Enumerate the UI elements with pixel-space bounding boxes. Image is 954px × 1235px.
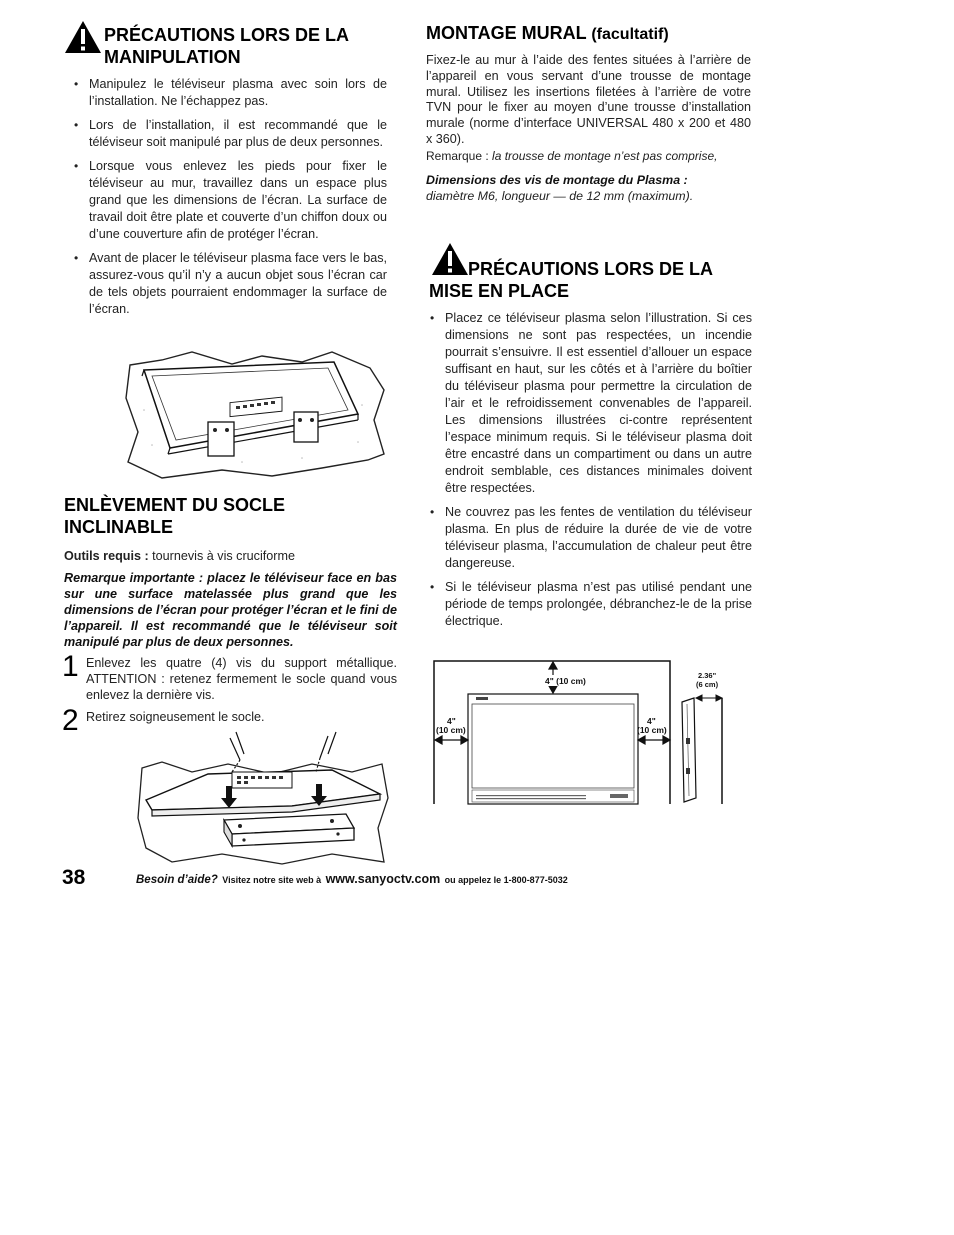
tv-face-down-illustration bbox=[122, 350, 390, 484]
left-clearance-cm: (10 cm) bbox=[436, 725, 466, 735]
footer-help bbox=[136, 870, 568, 888]
right-clearance-cm: (10 cm) bbox=[637, 725, 667, 735]
stand-removal-illustration bbox=[132, 728, 394, 868]
right-clearance-inches: 4" bbox=[647, 716, 656, 726]
left-clearance-inches: 4" bbox=[447, 716, 456, 726]
stand-removal-heading: ENLÈVEMENT DU SOCLE INCLINABLE bbox=[64, 495, 286, 537]
placement-bullets bbox=[420, 310, 752, 637]
step-2-number: 2 bbox=[62, 704, 79, 737]
warning-icon bbox=[64, 20, 102, 54]
top-clearance-label: 4" (10 cm) bbox=[545, 676, 586, 686]
handling-heading: PRÉCAUTIONS LORS DE LA MANIPULATION bbox=[104, 25, 350, 67]
handling-bullet-4: • Avant de placer le téléviseur plasma face vers le bas, assurez-vous qu’il n’y a aucun objet sous l’écran car de tels objets pourraient endommager la surface de l’écran. bbox=[64, 250, 387, 318]
handling-bullets bbox=[64, 76, 387, 325]
depth-clearance-inches: 2.36" bbox=[698, 671, 717, 680]
tools-label: Outils requis : bbox=[64, 549, 149, 563]
screw-dimensions: Dimensions des vis de montage du Plasma : diamètre M6, longueur — de 12 mm (maximum). bbox=[426, 173, 694, 203]
wall-mount-body: Fixez-le au mur à l’aide des fentes situées à l’arrière de l’appareil en vous servant d’une trousse de montage mural. Utilisez les insertions filetées à l’arrière de votre TVN pour le fixer au moyen d’une trousse d’installation murale (norme d’interface UNIVERSAL 480 x 200 et 480 x 360). bbox=[426, 53, 751, 146]
footer-visit: Visitez notre site web à bbox=[222, 875, 322, 885]
page-number: 38 bbox=[62, 866, 86, 889]
footer-website-link[interactable]: www.sanyoctv.com bbox=[325, 872, 441, 886]
footer-phone: ou appelez le 1-800-877-5032 bbox=[444, 875, 568, 885]
handling-bullet-3: • Lorsque vous enlevez les pieds pour fixer le téléviseur au mur, travaillez dans un espace plus grand que les dimensions de l’écran. La surface de travail doit être plate et couverte d’un chiffon doux ou d’une couverture afin de protéger l’écran. bbox=[64, 158, 387, 243]
step-2-text: Retirez soigneusement le socle. bbox=[86, 710, 265, 724]
tools-value: tournevis à vis cruciforme bbox=[148, 549, 295, 563]
depth-clearance-cm: (6 cm) bbox=[696, 680, 719, 689]
step-1-text: Enlevez les quatre (4) vis du support métallique. ATTENTION : retenez fermement le socle quand vous enlevez la dernière vis. bbox=[86, 656, 397, 702]
wall-mount-heading: MONTAGE MURAL (facultatif) bbox=[426, 23, 669, 43]
placement-heading: PRÉCAUTIONS LORS DE LA MISE EN PLACE bbox=[429, 259, 714, 301]
wall-mount-remark: Remarque : la trousse de montage n’est pas comprise, bbox=[426, 149, 718, 163]
footer-help-label: Besoin d’aide? bbox=[136, 874, 218, 886]
handling-bullet-1: • Manipulez le téléviseur plasma avec soin lors de l’installation. Ne l’échappez pas. bbox=[64, 76, 387, 110]
clearance-diagram bbox=[432, 658, 732, 806]
tools-required bbox=[64, 548, 397, 565]
handling-bullet-2: • Lors de l’installation, il est recommandé que le téléviseur soit manipulé par plus de deux personnes. bbox=[64, 117, 387, 151]
placement-bullet-3: • Si le téléviseur plasma n’est pas utilisé pendant une période de temps prolongée, débranchez-le de la prise électrique. bbox=[420, 579, 752, 630]
placement-bullet-2: • Ne couvrez pas les fentes de ventilation du téléviseur plasma. En plus de réduire la durée de vie de votre téléviseur plasma, l’accumulation de chaleur peut être dangereuse. bbox=[420, 504, 752, 572]
placement-bullet-1: • Placez ce téléviseur plasma selon l’illustration. Si ces dimensions ne sont pas respectées, un incendie pourrait s’ensuivre. Il est essentiel d’allouer un espace suffisant en haut, sur les côtés et à l’arrière du boîtier du téléviseur plasma pour permettre la circulation de l’air et le refroidissement convenables de l’appareil. Les dimensions illustrées ci-contre représentent l’espace minimum requis. Si le téléviseur plasma doit être encastré dans un compartiment ou dans un autre endroit semblable, ces distances minimales doivent être respectées. bbox=[420, 310, 752, 497]
important-note: Remarque importante : placez le téléviseur face en bas sur une surface matelassée plus grand que les dimensions de l’écran pour protéger l’écran et le fini de l’appareil. Il est recommandé que le téléviseur soit manipulé par plus de deux personnes. bbox=[64, 571, 397, 649]
step-1-number: 1 bbox=[62, 650, 79, 683]
